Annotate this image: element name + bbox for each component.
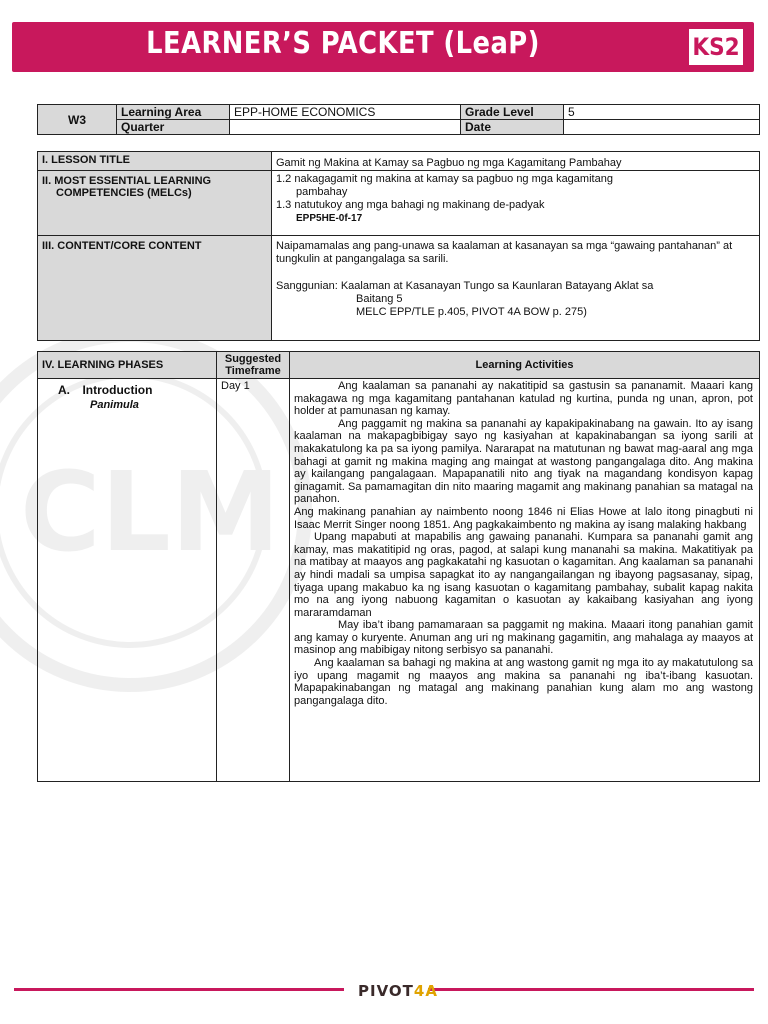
melc-label-line-2: COMPETENCIES (MELCs) (56, 187, 192, 199)
phase-name: Introduction (82, 383, 153, 397)
grade-level-label: Grade Level (461, 105, 564, 120)
source-line-2: Baitang 5 (356, 293, 403, 305)
timeframe-value: Day 1 (221, 380, 250, 392)
source-line-3: MELC EPP/TLE p.405, PIVOT 4A BOW p. 275) (356, 306, 587, 318)
melc-label-line-1: II. MOST ESSENTIAL LEARNING (42, 175, 212, 187)
date-value (564, 120, 760, 135)
date-label: Date (461, 120, 564, 135)
header-banner (12, 22, 754, 72)
lesson-title-value: Gamit ng Makina at Kamay sa Pagbuo ng mga Kagamitang Pambahay (276, 157, 622, 169)
melc-code: EPP5HE-0f-17 (296, 213, 363, 224)
footer-brand-accent: 4A (413, 982, 438, 1000)
footer-line-left (14, 988, 344, 991)
learning-area-value: EPP-HOME ECONOMICS (230, 105, 461, 120)
melc-item-1-cont: pambahay (296, 186, 348, 198)
lesson-title-label: I. LESSON TITLE (42, 154, 131, 166)
melc-label-cell (38, 171, 272, 236)
quarter-value (230, 120, 461, 135)
footer-logo (358, 982, 438, 1000)
activity-paragraph-4: Upang mapabuti at mapabilis ang gawaing pananahi. Kumpara sa pananahi gamit ang kamay, mas makatitipid ng oras, pagod, at salapi kung mananahi sa makina. Makatitiyak pa na matibay at maayos ang pagkakatahi ng kasuotan o kagamitan. Ang kaalaman sa pananahi ay hindi madali sa umpisa sapagkat ito ay nangangailangan ng ibayong pagsasanay, sipag, tiyaga upang makabuo ka ng isang kasuotan o kagamitang pambahay, subalit kapag nakita mo na ang iyong nabuong kagamitan o kasuotan ay kakaibang kasiyahan ang iyong mararamdaman (294, 531, 753, 619)
week-cell: W3 (38, 105, 117, 135)
content-label: III. CONTENT/CORE CONTENT (42, 240, 202, 252)
activities-header-cell (290, 352, 760, 379)
phase-letter: A. (58, 383, 70, 397)
learning-area-label: Learning Area (117, 105, 230, 120)
content-label-cell (38, 236, 272, 341)
content-text: Naipamamalas ang pang-unawa sa kaalaman at kasanayan sa mga “gawaing pantahanan” at tungkulin at pangangalaga sa sarili. (276, 240, 733, 265)
melc-item-2: 1.3 natutukoy ang mga bahagi ng makinang de-padyak (276, 199, 545, 211)
info-table (37, 104, 760, 135)
activity-paragraph-5: May iba’t ibang pamamaraan sa paggamit ng makina. Maaari itong panahian gamit ang kamay o kuryente. Anuman ang uri ng makinang gagamitin, ang mahalaga ay maayos at masinop ang mabibigay nitong serbisyo sa pananahi. (294, 619, 753, 657)
source-line-1: Sanggunian: Kaalaman at Kasanayan Tungo sa Kaunlaran Batayang Aklat sa (276, 280, 654, 292)
svg-text:CLM: CLM (20, 448, 281, 576)
phase-subtitle: Panimula (90, 399, 139, 411)
timeframe-header-cell (217, 352, 290, 379)
melc-item-1: 1.2 nakagagamit ng makina at kamay sa pagbuo ng mga kagamitang (276, 173, 613, 185)
activity-paragraph-2: Ang paggamit ng makina sa pananahi ay kapakipakinabang na gawain. Ito ay isang kaalaman na makapagbibigay sayo ng kasiyahan at kapakinabangan sa iyong sarili at makakatulong ka pa sa iyong pamilya. Nararapat na matutunan ng bawat mag-aaral ang mga bahagi at gamit ng makina maging ang maingat at wastong pangangalaga dito. Ang makina ay kailangang pangalagaan. Mapapanatili nito ang tiyak na magandang kondisyon kapag ginagamit. Sa pamamagitan din nito maaring magamit ang makinang panahian sa matagal na panahon. (294, 417, 753, 506)
phase-cell (38, 379, 217, 782)
content-value-cell (272, 236, 760, 341)
lesson-title-value-cell (272, 152, 760, 171)
timeframe-header-1: Suggested (224, 353, 282, 365)
melc-value-cell (272, 171, 760, 236)
page-title: LEARNER’S PACKET (LeaP) (146, 26, 540, 61)
footer-brand: PIVOT (358, 982, 414, 1000)
quarter-label: Quarter (117, 120, 230, 135)
footer-line-right (428, 988, 754, 991)
timeframe-cell (217, 379, 290, 782)
activities-cell (290, 379, 760, 782)
activity-paragraph-6: Ang kaalaman sa bahagi ng makina at ang wastong gamit ng mga ito ay makatutulong sa iyo upang magamit ng maayos ang makina sa pananahi ng iba’t-ibang kasuotan. Mapapakinabangan ng matagal ang makinang panahian kung alam mo ang wastong pangangalaga dito. (294, 657, 753, 707)
activity-paragraph-1: Ang kaalaman sa pananahi ay nakatitipid sa gastusin sa pananamit. Maaari kang makagawa ng mga kagamitang pantahanan katulad ng kurtina, punda ng unan, apron, pot holder at pamunasan ng kamay. (294, 380, 753, 418)
lesson-title-label-cell (38, 152, 272, 171)
ks-badge: KS2 (689, 29, 743, 65)
activity-paragraph-3: Ang makinang panahian ay naimbento noong 1846 ni Elias Howe at lalo itong pinagbuti ni Isaac Merrit Singer noong 1851. Ang pagkakaimbento ng makina ay isang malaking hakbang (294, 505, 753, 531)
timeframe-header-2: Timeframe (225, 365, 281, 377)
lesson-table (37, 151, 760, 341)
phases-table (37, 351, 760, 782)
grade-level-value: 5 (564, 105, 760, 120)
activities-header: Learning Activities (475, 359, 574, 371)
phases-header: IV. LEARNING PHASES (42, 359, 164, 371)
phases-header-cell (38, 352, 217, 379)
